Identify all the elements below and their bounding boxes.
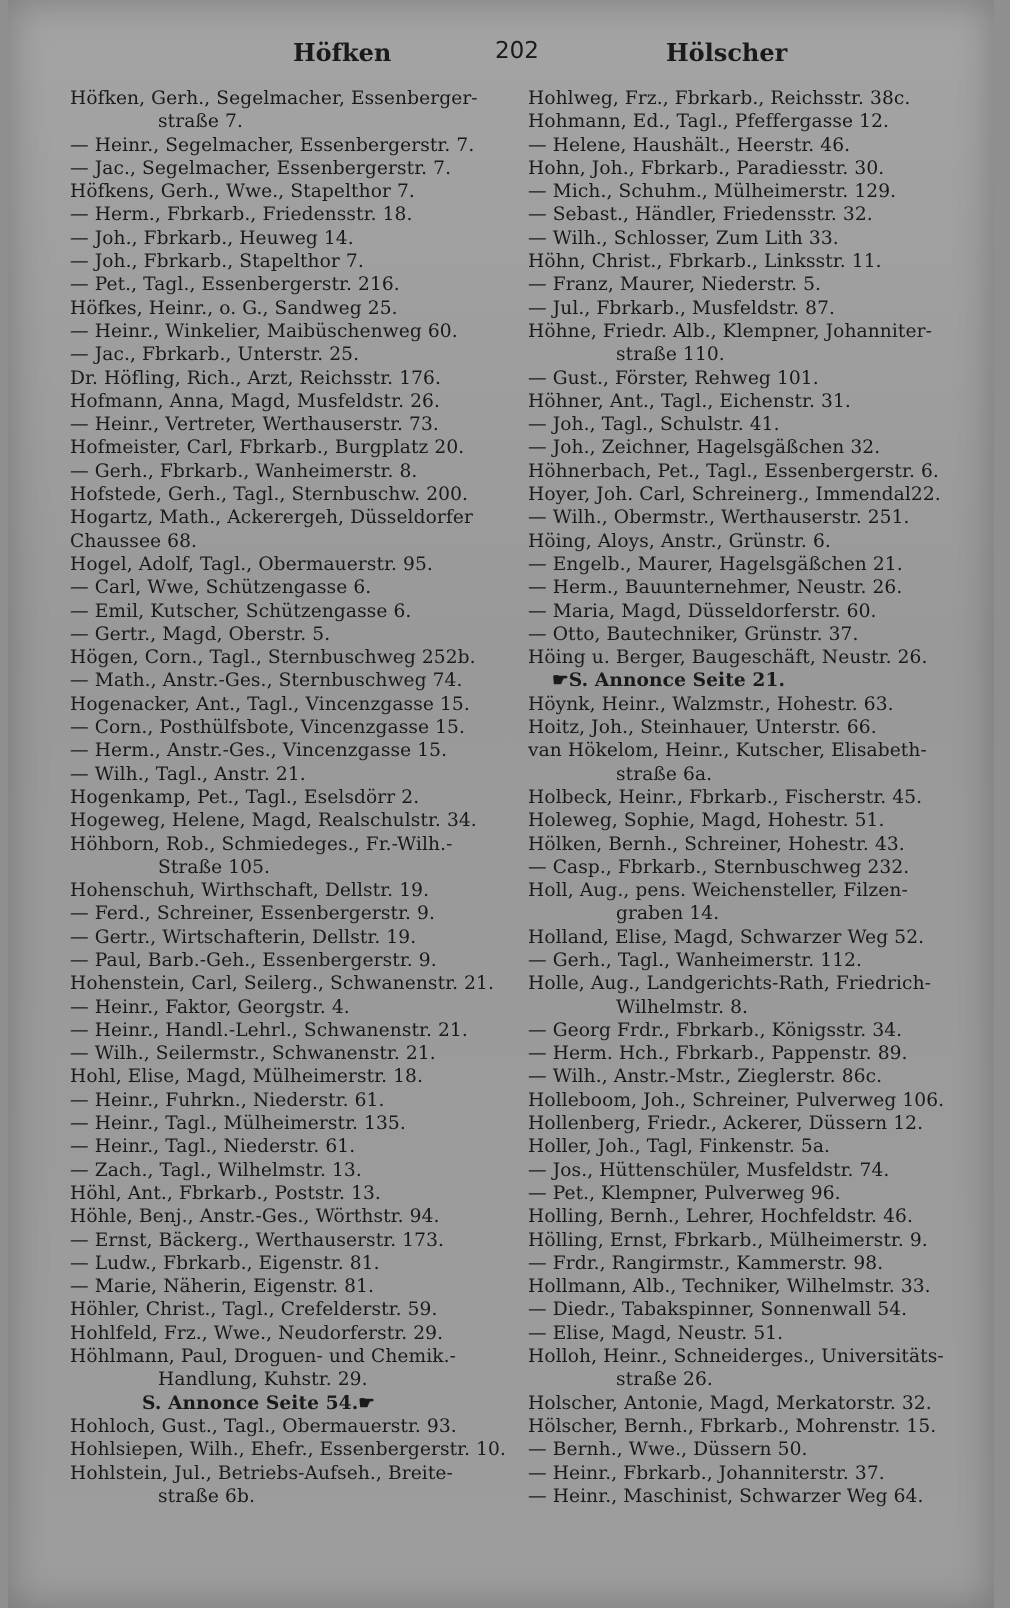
directory-entry: Höfkes, Heinr., o. G., Sandweg 25. <box>70 297 398 319</box>
directory-entry: — Heinr., Handl.-Lehrl., Schwanenstr. 21. <box>70 1019 468 1041</box>
directory-entry: Hölscher, Bernh., Fbrkarb., Mohrenstr. 15. <box>528 1415 937 1437</box>
page-header <box>8 38 994 78</box>
pointing-hand-icon: ☛ <box>552 670 569 692</box>
directory-entry: — Joh., Zeichner, Hagelsgäßchen 32. <box>528 437 881 459</box>
annonce-text: S. Annonce Seite 54. <box>142 1392 359 1414</box>
directory-entry: Höhne, Friedr. Alb., Klempner, Johanniter- <box>528 320 932 342</box>
left-column <box>70 87 520 1508</box>
directory-entry: Höhner, Ant., Tagl., Eichenstr. 31. <box>528 390 851 412</box>
directory-entry: Hohl, Elise, Magd, Mülheimerstr. 18. <box>70 1066 423 1088</box>
directory-entry: — Mich., Schuhm., Mülheimerstr. 129. <box>528 181 897 203</box>
directory-entry: Hogartz, Math., Ackerergeh, Düsseldorfer <box>70 507 473 529</box>
directory-entry: — Heinr., Fbrkarb., Johanniterstr. 37. <box>528 1462 885 1484</box>
directory-entry: Hofmann, Anna, Magd, Musfeldstr. 26. <box>70 390 440 412</box>
directory-entry: — Herm., Anstr.-Ges., Vincenzgasse 15. <box>70 740 448 762</box>
directory-page <box>8 0 994 1608</box>
directory-entry: — Sebast., Händler, Friedensstr. 32. <box>528 204 873 226</box>
directory-entry: — Joh., Tagl., Schulstr. 41. <box>528 414 780 436</box>
directory-entry: Höhborn, Rob., Schmiedeges., Fr.-Wilh.- <box>70 833 453 855</box>
directory-entry: — Wilh., Tagl., Anstr. 21. <box>70 763 306 785</box>
directory-entry: Hogeweg, Helene, Magd, Realschulstr. 34. <box>70 810 477 832</box>
directory-entry: — Herm., Fbrkarb., Friedensstr. 18. <box>70 204 413 226</box>
directory-entry: Holloh, Heinr., Schneiderges., Universitäts- <box>528 1346 944 1368</box>
entry-continuation: straße 6a. <box>616 763 713 785</box>
directory-entry: — Heinr., Maschinist, Schwarzer Weg 64. <box>528 1485 924 1507</box>
directory-entry: Höhl, Ant., Fbrkarb., Poststr. 13. <box>70 1182 381 1204</box>
directory-entry: Holleboom, Joh., Schreiner, Pulverweg 106. <box>528 1089 945 1111</box>
directory-entry: Hogel, Adolf, Tagl., Obermauerstr. 95. <box>70 553 433 575</box>
page-number: 202 <box>495 38 539 64</box>
directory-entry: — Helene, Haushält., Heerstr. 46. <box>528 134 851 156</box>
directory-entry: Höing u. Berger, Baugeschäft, Neustr. 26. <box>528 647 928 669</box>
directory-entry: Höhlmann, Paul, Droguen- und Chemik.- <box>70 1346 457 1368</box>
directory-entry: Hofmeister, Carl, Fbrkarb., Burgplatz 20. <box>70 437 465 459</box>
directory-entry: Höfken, Gerh., Segelmacher, Essenberger- <box>70 88 478 109</box>
directory-entry: Höing, Aloys, Anstr., Grünstr. 6. <box>528 530 831 552</box>
header-left-keyword: Höfken <box>293 38 392 67</box>
directory-entry: Hollmann, Alb., Techniker, Wilhelmstr. 33. <box>528 1276 931 1298</box>
annonce-reference <box>70 1392 520 1415</box>
directory-entry: — Pet., Klempner, Pulverweg 96. <box>528 1182 841 1204</box>
directory-entry: — Diedr., Tabakspinner, Sonnenwall 54. <box>528 1299 908 1321</box>
directory-entry: Holle, Aug., Landgerichts-Rath, Friedrich- <box>528 973 932 995</box>
entry-continuation: Handlung, Kuhstr. 29. <box>158 1369 368 1391</box>
directory-entry: Dr. Höfling, Rich., Arzt, Reichsstr. 176. <box>70 367 441 389</box>
directory-entry: — Heinr., Tagl., Mülheimerstr. 135. <box>70 1113 406 1135</box>
directory-entry: — Wilh., Schlosser, Zum Lith 33. <box>528 227 839 249</box>
directory-entry: — Wilh., Anstr.-Mstr., Zieglerstr. 86c. <box>528 1066 883 1088</box>
directory-entry: Hohlsiepen, Wilh., Ehefr., Essenbergerstr. 10. <box>70 1439 506 1461</box>
directory-entry: — Bernh., Wwe., Düssern 50. <box>528 1439 808 1461</box>
entry-continuation: straße 26. <box>616 1369 713 1391</box>
directory-entry: — Ludw., Fbrkarb., Eigenstr. 81. <box>70 1252 380 1274</box>
directory-entry: — Maria, Magd, Düsseldorferstr. 60. <box>528 600 877 622</box>
directory-entry: Hogenkamp, Pet., Tagl., Eselsdörr 2. <box>70 786 420 808</box>
directory-entry: — Gust., Förster, Rehweg 101. <box>528 367 819 389</box>
right-column <box>528 87 973 1508</box>
directory-entry: — Elise, Magd, Neustr. 51. <box>528 1322 784 1344</box>
directory-entry: — Wilh., Obermstr., Werthauserstr. 251. <box>528 507 910 529</box>
directory-entry: — Georg Frdr., Fbrkarb., Königsstr. 34. <box>528 1019 903 1041</box>
directory-entry: Hoyer, Joh. Carl, Schreinerg., Immendal22. <box>528 484 941 506</box>
directory-entry: — Ferd., Schreiner, Essenbergerstr. 9. <box>70 903 435 925</box>
directory-entry: Hohlweg, Frz., Fbrkarb., Reichsstr. 38c. <box>528 88 911 109</box>
directory-entry: Hoitz, Joh., Steinhauer, Unterstr. 66. <box>528 717 877 739</box>
directory-entry: Hohloch, Gust., Tagl., Obermauerstr. 93. <box>70 1415 457 1437</box>
directory-entry: Höfkens, Gerh., Wwe., Stapelthor 7. <box>70 181 415 203</box>
entry-continuation: straße 110. <box>616 344 725 366</box>
directory-entry: Hohenstein, Carl, Seilerg., Schwanenstr. 21. <box>70 973 494 995</box>
directory-entry: Höhn, Christ., Fbrkarb., Linksstr. 11. <box>528 251 882 273</box>
directory-entry: — Casp., Fbrkarb., Sternbuschweg 232. <box>528 856 910 878</box>
directory-entry: van Hökelom, Heinr., Kutscher, Elisabeth- <box>528 740 927 762</box>
directory-entry: Hohmann, Ed., Tagl., Pfeffergasse 12. <box>528 111 890 133</box>
directory-entry: Holl, Aug., pens. Weichensteller, Filzen- <box>528 880 908 902</box>
directory-entry: — Heinr., Winkelier, Maibüschenweg 60. <box>70 320 458 342</box>
directory-entry: — Herm., Bauunternehmer, Neustr. 26. <box>528 577 903 599</box>
annonce-reference <box>528 669 973 692</box>
directory-entry: Hölling, Ernst, Fbrkarb., Mülheimerstr. 9. <box>528 1229 928 1251</box>
directory-entry: Holbeck, Heinr., Fbrkarb., Fischerstr. 45. <box>528 786 923 808</box>
directory-entry: Holling, Bernh., Lehrer, Hochfeldstr. 46. <box>528 1206 913 1228</box>
directory-entry: — Wilh., Seilermstr., Schwanenstr. 21. <box>70 1043 436 1065</box>
directory-entry: — Joh., Fbrkarb., Heuweg 14. <box>70 227 354 249</box>
directory-entry: Hohlfeld, Frz., Wwe., Neudorferstr. 29. <box>70 1322 444 1344</box>
directory-entry: Hogenacker, Ant., Tagl., Vincenzgasse 15. <box>70 693 470 715</box>
directory-entry: — Frdr., Rangirmstr., Kammerstr. 98. <box>528 1252 884 1274</box>
directory-entry: — Heinr., Tagl., Niederstr. 61. <box>70 1136 356 1158</box>
entry-continuation: Wilhelmstr. 8. <box>616 996 749 1018</box>
directory-entry: — Jul., Fbrkarb., Musfeldstr. 87. <box>528 297 836 319</box>
header-right-keyword: Hölscher <box>666 38 788 67</box>
directory-entry: — Pet., Tagl., Essenbergerstr. 216. <box>70 274 400 296</box>
directory-entry: — Gerh., Fbrkarb., Wanheimerstr. 8. <box>70 460 418 482</box>
directory-entry: — Jac., Segelmacher, Essenbergerstr. 7. <box>70 157 452 179</box>
entry-continuation: straße 7. <box>158 111 243 133</box>
directory-entry: Höhle, Benj., Anstr.-Ges., Wörthstr. 94. <box>70 1206 440 1228</box>
directory-entry: Hölken, Bernh., Schreiner, Hohestr. 43. <box>528 833 905 855</box>
directory-entry: — Heinr., Fuhrkn., Niederstr. 61. <box>70 1089 385 1111</box>
entry-continuation: graben 14. <box>616 903 720 925</box>
directory-entry: — Zach., Tagl., Wilhelmstr. 13. <box>70 1159 362 1181</box>
directory-entry: Hohlstein, Jul., Betriebs-Aufseh., Breite- <box>70 1462 453 1484</box>
directory-entry: — Heinr., Vertreter, Werthauserstr. 73. <box>70 414 439 436</box>
directory-entry: — Jos., Hüttenschüler, Musfeldstr. 74. <box>528 1159 890 1181</box>
pointing-hand-icon: ☛ <box>358 1392 376 1414</box>
directory-entry: Holland, Elise, Magd, Schwarzer Weg 52. <box>528 926 925 948</box>
directory-entry: Hohn, Joh., Fbrkarb., Paradiesstr. 30. <box>528 157 885 179</box>
directory-entry: — Joh., Fbrkarb., Stapelthor 7. <box>70 251 364 273</box>
entry-continuation: straße 6b. <box>158 1485 255 1507</box>
annonce-text: S. Annonce Seite 21. <box>568 670 786 692</box>
directory-entry: — Marie, Näherin, Eigenstr. 81. <box>70 1276 375 1298</box>
directory-entry: — Engelb., Maurer, Hagelsgäßchen 21. <box>528 553 903 575</box>
directory-entry: — Otto, Bautechniker, Grünstr. 37. <box>528 623 859 645</box>
directory-entry: Höynk, Heinr., Walzmstr., Hohestr. 63. <box>528 693 894 715</box>
directory-entry: Höhnerbach, Pet., Tagl., Essenbergerstr. 6. <box>528 460 939 482</box>
directory-entry: Chaussee 68. <box>70 530 198 552</box>
directory-entry: — Jac., Fbrkarb., Unterstr. 25. <box>70 344 360 366</box>
directory-entry: Holscher, Antonie, Magd, Merkatorstr. 32. <box>528 1392 932 1414</box>
directory-entry: Hofstede, Gerh., Tagl., Sternbuschw. 200. <box>70 484 469 506</box>
directory-entry: Höhler, Christ., Tagl., Crefelderstr. 59. <box>70 1299 438 1321</box>
directory-entry: Holeweg, Sophie, Magd, Hohestr. 51. <box>528 810 885 832</box>
directory-entry: — Gertr., Magd, Oberstr. 5. <box>70 623 331 645</box>
directory-entry: Hohenschuh, Wirthschaft, Dellstr. 19. <box>70 880 430 902</box>
directory-entry: — Franz, Maurer, Niederstr. 5. <box>528 274 822 296</box>
directory-entry: — Paul, Barb.-Geh., Essenbergerstr. 9. <box>70 949 437 971</box>
directory-entry: — Ernst, Bäckerg., Werthauserstr. 173. <box>70 1229 445 1251</box>
directory-entry: — Corn., Posthülfsbote, Vincenzgasse 15. <box>70 717 465 739</box>
entry-continuation: Straße 105. <box>158 856 271 878</box>
directory-entry: — Math., Anstr.-Ges., Sternbuschweg 74. <box>70 670 463 692</box>
directory-entry: — Herm. Hch., Fbrkarb., Pappenstr. 89. <box>528 1043 908 1065</box>
directory-entry: — Gerh., Tagl., Wanheimerstr. 112. <box>528 949 863 971</box>
directory-entry: — Heinr., Segelmacher, Essenbergerstr. 7. <box>70 134 475 156</box>
directory-entry: Hollenberg, Friedr., Ackerer, Düssern 12. <box>528 1113 924 1135</box>
directory-entry: Högen, Corn., Tagl., Sternbuschweg 252b. <box>70 647 476 669</box>
directory-entry: — Carl, Wwe, Schützengasse 6. <box>70 577 372 599</box>
directory-entry: — Emil, Kutscher, Schützengasse 6. <box>70 600 412 622</box>
directory-entry: — Heinr., Faktor, Georgstr. 4. <box>70 996 350 1018</box>
directory-entry: Holler, Joh., Tagl, Finkenstr. 5a. <box>528 1136 831 1158</box>
directory-entry: — Gertr., Wirtschafterin, Dellstr. 19. <box>70 926 417 948</box>
